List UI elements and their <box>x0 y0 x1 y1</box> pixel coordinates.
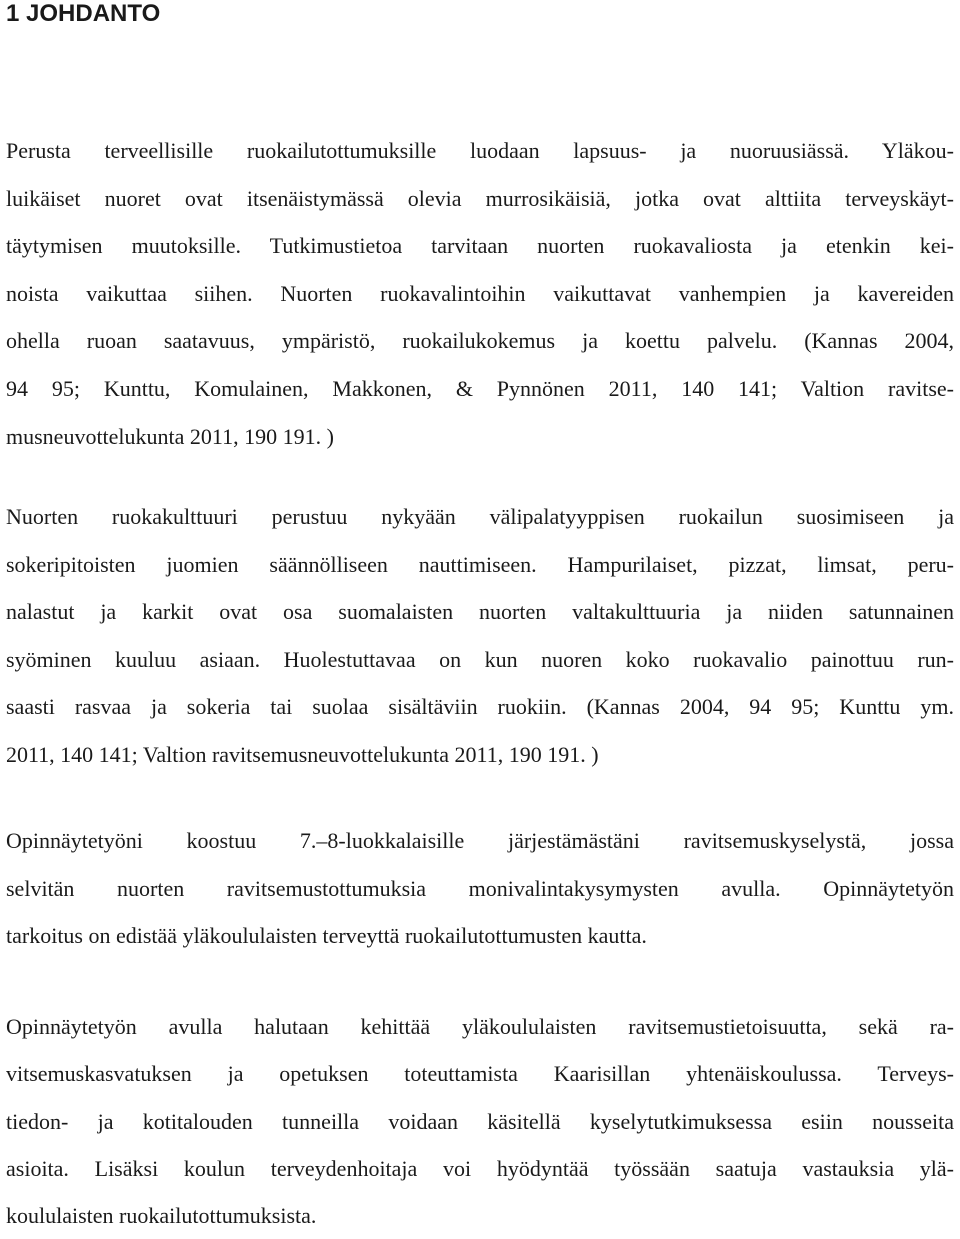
text-line: musneuvottelukunta 2011, 190 191. ) <box>6 423 334 449</box>
paragraph-3 <box>6 817 954 960</box>
text-line: Opinnäytetyöni koostuu 7.–8-luokkalaisille järjestämästäni ravitsemuskyselystä, jossa <box>6 828 954 853</box>
text-line: selvitän nuorten ravitsemustottumuksia monivalintakysymysten avulla. Opinnäytetyön <box>6 875 954 901</box>
text-line: täytymisen muutoksille. Tutkimustietoa tarvitaan nuorten ruokavaliosta ja etenkin kei- <box>6 233 954 259</box>
text-line: saasti rasvaa ja sokeria tai suolaa sisältäviin ruokiin. (Kannas 2004, 94 95; Kunttu ym. <box>6 694 954 720</box>
text-line: asioita. Lisäksi koulun terveydenhoitaja voi hyödyntää työssään saatuja vastauksia ylä- <box>6 1155 954 1181</box>
paragraph-1 <box>6 127 954 460</box>
chapter-heading: 1 JOHDANTO <box>6 0 161 27</box>
text-line: luikäiset nuoret ovat itsenäistymässä olevia murrosikäisiä, jotka ovat alttiita terveyskäyt- <box>6 185 954 211</box>
text-line: tiedon- ja kotitalouden tunneilla voidaan käsitellä kyselytutkimuksessa esiin nousseita <box>6 1108 954 1134</box>
text-line: tarkoitus on edistää yläkoululaisten terveyttä ruokailutottumusten kautta. <box>6 923 647 949</box>
text-line: vitsemuskasvatuksen ja opetuksen toteuttamista Kaarisillan yhtenäiskoulussa. Terveys- <box>6 1061 954 1087</box>
text-line: Perusta terveellisille ruokailutottumuksille luodaan lapsuus- ja nuoruusiässä. Yläkou- <box>6 138 954 163</box>
paragraph-2 <box>6 493 954 779</box>
paragraph-4 <box>6 1003 954 1239</box>
text-line: syöminen kuuluu asiaan. Huolestuttavaa on kun nuoren koko ruokavalio painottuu run- <box>6 646 954 672</box>
text-line: 2011, 140 141; Valtion ravitsemusneuvottelukunta 2011, 190 191. ) <box>6 741 599 767</box>
text-line: 94 95; Kunttu, Komulainen, Makkonen, & Pynnönen 2011, 140 141; Valtion ravitse- <box>6 375 954 401</box>
text-line: ohella ruoan saatavuus, ympäristö, ruokailukokemus ja koettu palvelu. (Kannas 2004, <box>6 328 954 354</box>
text-line: nalastut ja karkit ovat osa suomalaisten nuorten valtakulttuuria ja niiden satunnainen <box>6 599 954 625</box>
text-line: Opinnäytetyön avulla halutaan kehittää yläkoululaisten ravitsemustietoisuutta, sekä ra- <box>6 1014 954 1039</box>
text-line: noista vaikuttaa siihen. Nuorten ruokavalintoihin vaikuttavat vanhempien ja kavereiden <box>6 280 954 306</box>
text-line: sokeripitoisten juomien säännölliseen nauttimiseen. Hampurilaiset, pizzat, limsat, peru- <box>6 551 954 577</box>
text-line: koululaisten ruokailutottumuksista. <box>6 1203 317 1229</box>
text-line: Nuorten ruokakulttuuri perustuu nykyään välipalatyyppisen ruokailun suosimiseen ja <box>6 504 954 529</box>
